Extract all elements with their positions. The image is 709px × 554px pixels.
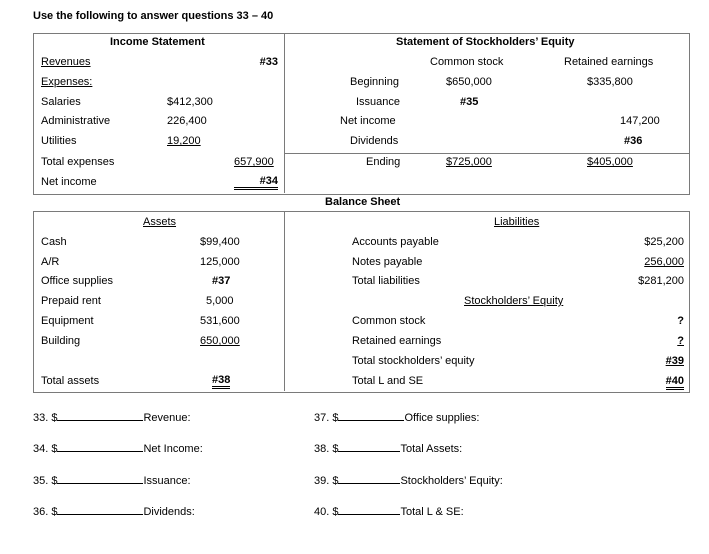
- issuance-common: #35: [460, 96, 479, 108]
- net-income-label: Net income: [41, 176, 97, 188]
- prepaid-value: 5,000: [206, 295, 234, 307]
- issuance-label: Issuance: [356, 96, 401, 108]
- answer-label: Dividends:: [143, 506, 195, 518]
- tlse-value: #40: [666, 375, 684, 390]
- equity-ending-rule: [285, 153, 689, 154]
- answer-label: Issuance:: [143, 475, 191, 487]
- eq-net-income-label: Net income: [340, 115, 396, 127]
- answer-40: [314, 504, 464, 519]
- income-statement-title: Income Statement: [110, 36, 205, 48]
- dividends-label: Dividends: [350, 135, 399, 147]
- answer-label: Revenue:: [143, 412, 191, 424]
- top-divider: [284, 33, 285, 193]
- cash-value: $99,400: [200, 236, 240, 248]
- np-label: Notes payable: [352, 256, 423, 268]
- revenues-value: #33: [259, 56, 278, 68]
- col-retained-earnings: Retained earnings: [564, 56, 654, 68]
- np-value: 256,000: [644, 256, 684, 268]
- answer-label: Office supplies:: [404, 412, 480, 424]
- answer-blank[interactable]: [57, 410, 143, 421]
- answer-label: Stockholders’ Equity:: [400, 475, 503, 487]
- ap-value: $25,200: [644, 236, 684, 248]
- answer-blank[interactable]: [57, 441, 143, 452]
- beginning-retained: $335,800: [587, 76, 633, 88]
- answer-number: 38. $: [314, 443, 339, 455]
- building-label: Building: [41, 335, 81, 347]
- tse-label: Total stockholders’ equity: [352, 355, 475, 367]
- answer-34: [33, 441, 203, 456]
- answer-33: [33, 410, 191, 425]
- net-income-value: #34: [234, 176, 278, 190]
- revenues-label: Revenues: [41, 56, 91, 68]
- answer-blank[interactable]: [57, 504, 143, 515]
- equity-statement-title: Statement of Stockholders’ Equity: [396, 36, 575, 48]
- cs-value: ?: [677, 315, 684, 327]
- eq-net-income-retained: 147,200: [620, 115, 660, 127]
- answer-39: [314, 473, 503, 488]
- tl-value: $281,200: [638, 275, 684, 287]
- answer-blank[interactable]: [338, 441, 400, 452]
- beginning-common: $650,000: [446, 76, 492, 88]
- answer-number: 40. $: [314, 506, 339, 518]
- answer-label: Total L & SE:: [400, 506, 464, 518]
- answer-number: 39. $: [314, 475, 339, 487]
- re-value: ?: [677, 335, 684, 347]
- answer-blank[interactable]: [338, 410, 404, 421]
- prepaid-label: Prepaid rent: [41, 295, 101, 307]
- answer-number: 37. $: [314, 412, 339, 424]
- admin-label: Administrative: [41, 115, 111, 127]
- answer-number: 33. $: [33, 412, 58, 424]
- balance-sheet-title: Balance Sheet: [325, 196, 401, 208]
- re-label: Retained earnings: [352, 335, 442, 347]
- salaries-label: Salaries: [41, 96, 81, 108]
- ar-label: A/R: [41, 256, 60, 268]
- supplies-label: Office supplies: [41, 275, 113, 287]
- col-common-stock: Common stock: [430, 56, 504, 68]
- dividends-retained: #36: [624, 135, 643, 147]
- answer-38: [314, 441, 462, 456]
- cash-label: Cash: [41, 236, 67, 248]
- liabilities-heading: Liabilities: [494, 216, 540, 228]
- total-assets-value: #38: [212, 375, 230, 389]
- beginning-label: Beginning: [350, 76, 399, 88]
- tlse-label: Total L and SE: [352, 375, 424, 387]
- total-expenses-value: 657,900: [234, 156, 274, 168]
- expenses-label: Expenses:: [41, 76, 93, 88]
- equipment-value: 531,600: [200, 315, 240, 327]
- answer-number: 34. $: [33, 443, 58, 455]
- tse-value: #39: [665, 355, 684, 367]
- answer-blank[interactable]: [57, 473, 143, 484]
- building-value: 650,000: [200, 335, 240, 347]
- answer-number: 36. $: [33, 506, 58, 518]
- ar-value: 125,000: [200, 256, 240, 268]
- salaries-value: $412,300: [167, 96, 213, 108]
- answer-35: [33, 473, 191, 488]
- total-assets-label: Total assets: [41, 375, 100, 387]
- answer-number: 35. $: [33, 475, 58, 487]
- assets-heading: Assets: [143, 216, 177, 228]
- equity-heading: Stockholders’ Equity: [464, 295, 564, 307]
- tl-label: Total liabilities: [352, 275, 420, 287]
- utilities-value: 19,200: [167, 135, 201, 147]
- ap-label: Accounts payable: [352, 236, 439, 248]
- cs-label: Common stock: [352, 315, 426, 327]
- page-heading: Use the following to answer questions 33 – 40: [33, 10, 274, 22]
- answer-blank[interactable]: [338, 473, 400, 484]
- supplies-value: #37: [212, 275, 231, 287]
- answer-label: Total Assets:: [400, 443, 463, 455]
- ending-label: Ending: [366, 156, 401, 168]
- ending-common: $725,000: [446, 156, 492, 168]
- ending-retained: $405,000: [587, 156, 633, 168]
- answer-36: [33, 504, 195, 519]
- answer-blank[interactable]: [338, 504, 400, 515]
- answer-label: Net Income:: [143, 443, 203, 455]
- equipment-label: Equipment: [41, 315, 94, 327]
- total-expenses-label: Total expenses: [41, 156, 115, 168]
- utilities-label: Utilities: [41, 135, 77, 147]
- admin-value: 226,400: [167, 115, 207, 127]
- answer-37: [314, 410, 479, 425]
- balance-sheet-divider: [284, 211, 285, 391]
